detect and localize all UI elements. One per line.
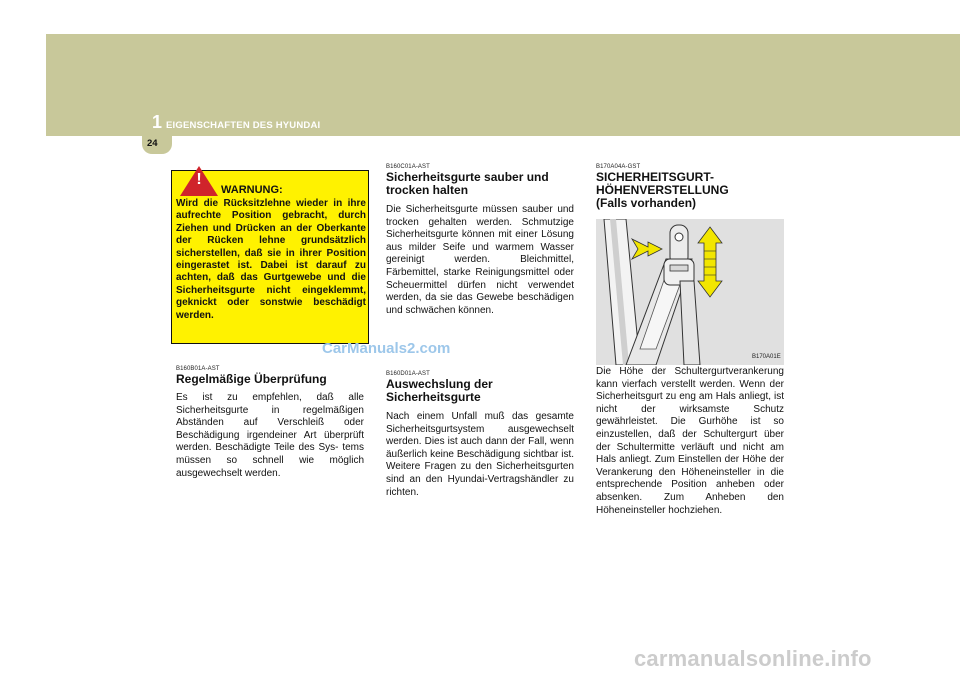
section-heading-line1: SICHERHEITSGURT-: [596, 170, 715, 184]
warning-exclamation: !: [196, 171, 202, 188]
footer-watermark: carmanualsonline.info: [634, 646, 872, 671]
chapter-heading: [152, 112, 320, 133]
section-code: B160B01A-AST: [176, 366, 220, 372]
section-heading-line2: HÖHENVERSTELLUNG: [596, 183, 729, 197]
section-height-body: [596, 366, 784, 517]
section-code: B160C01A-AST: [386, 164, 430, 170]
section-height-adjustment: [596, 164, 784, 210]
section-body: Die Sicherheitsgurte müssen sauber und trocken gehalten werden. Schmutzige Sicherheitsgurte können mit einer Lösung aus milder Seife und warmem Wasser gereinigt werden. Bleichmittel, Färbemittel, starke Reinigungsmittel oder Scheuermittel dürfen nicht verwendet werden, da sie das Gewebe beschädigen und schwächen können.: [386, 204, 574, 316]
chapter-title: EIGENSCHAFTEN DES HYUNDAI: [166, 120, 321, 131]
warning-title: WARNUNG:: [221, 184, 283, 196]
section-body: Die Höhe der Schultergurtverankerung kann vierfach verstellt werden. Wenn der Sicherheitsgurt zu eng am Hals anliegt, ist nicht der wirksamste Schutz gewährleistet. Die Gurhöhe ist so einzustellen, daß der Schultergurt über der Schultermitte verläuft und nicht am Hals anliegt. Zum Einstellen der Höhe der Verankerung den Höheneinsteller in die entsprechende Position anheben oder absenken. Zum Anheben den Höheneinsteller hochziehen.: [596, 366, 784, 516]
section-heading: Regelmäßige Überprüfung: [176, 372, 327, 386]
section-body: Es ist zu empfehlen, daß alle Sicherheitsgurte in regelmäßigen Abständen auf Verschleiß oder Beschädigung irgendeiner Art überprüft werden. Beschädigte Teile des Sys- tems müssen so schnell wie möglich ausgewechselt werden.: [176, 392, 364, 479]
warning-text: Wird die Rücksitzlehne wieder in ihre aufrechte Position gebracht, durch Ziehen und Drücken an der Oberkante der Rücken lehne grundsätzlich sicherstellen, daß sie in ihrer Position eingerastet ist. Dabei ist darauf zu achten, daß das Gurtgewebe und die Sicherheitsgurte nicht eingeklemmt, geknickt oder sonstwie beschädigt werden.: [176, 198, 366, 321]
figure-code: B170A01E: [752, 354, 781, 360]
section-code: B160D01A-AST: [386, 371, 430, 377]
page-number: 24: [147, 138, 158, 149]
watermark: CarManuals2.com: [322, 340, 451, 357]
section-heading: Sicherheitsgurte sauber und trocken halten: [386, 170, 549, 197]
section-replacement: [386, 371, 574, 499]
section-cleaning: [386, 164, 574, 317]
section-inspection: [176, 366, 364, 480]
seat-belt-height-adjuster-figure: [596, 219, 784, 365]
header-divider: [46, 136, 960, 146]
section-heading-line3: (Falls vorhanden): [596, 196, 697, 210]
section-heading: Auswechslung der Sicherheitsgurte: [386, 377, 493, 404]
seat-belt-illustration: [596, 219, 784, 365]
section-body: Nach einem Unfall muß das gesamte Sicherheitsgurtsystem ausgewechselt werden. Dies ist auch dann der Fall, wenn äußerlich keine Beschädigung sichtbar ist. Weitere Fragen zu den Sicherheitsgurten sind an den Hyundai-Vertragshändler zu richten.: [386, 411, 574, 498]
chapter-number: 1: [152, 112, 163, 132]
section-code: B170A04A-GST: [596, 164, 641, 170]
